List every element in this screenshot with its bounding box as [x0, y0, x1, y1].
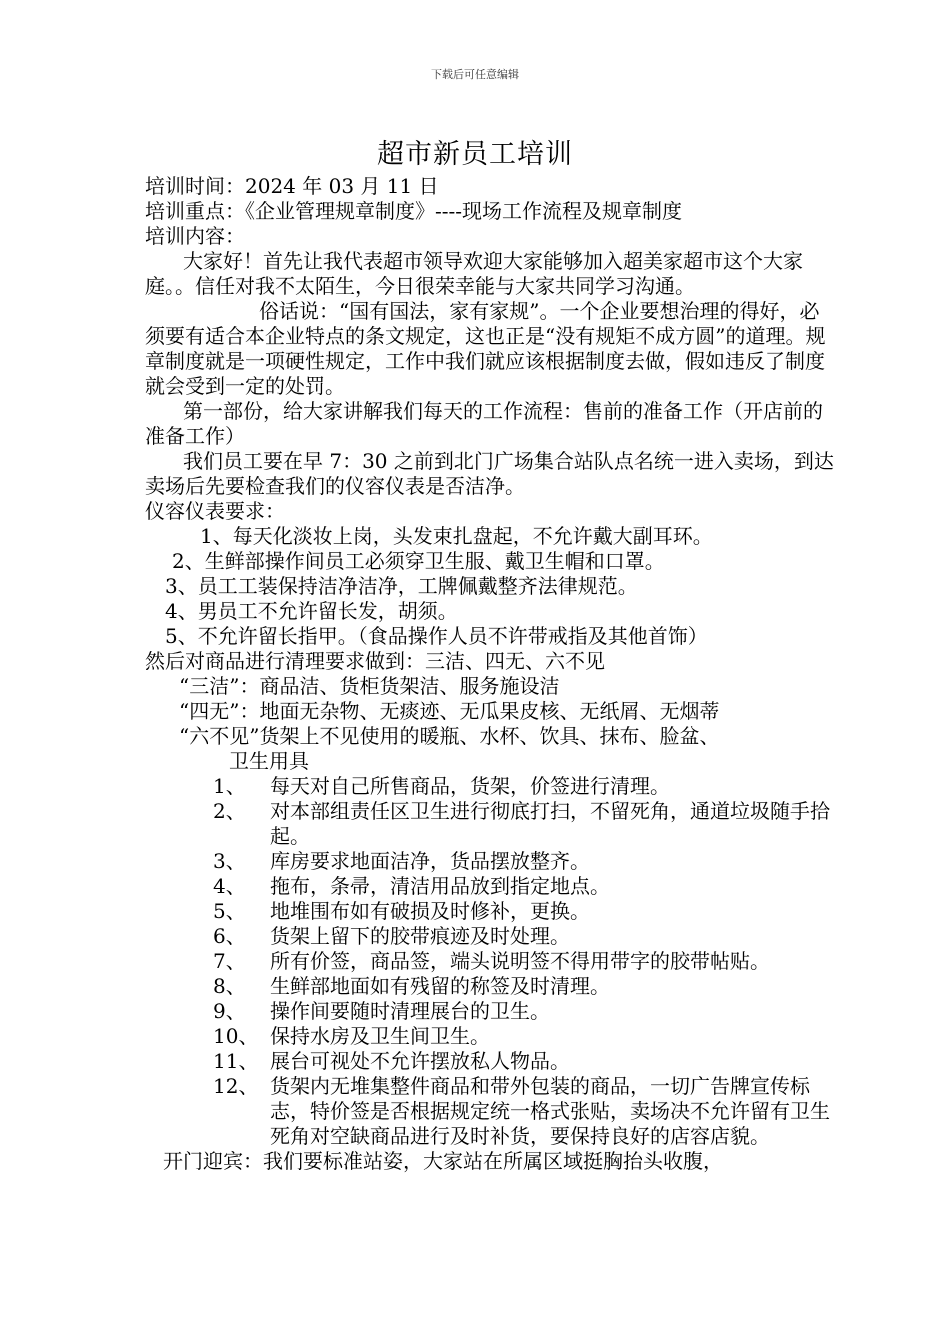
opening-paragraph: 开门迎宾：我们要标准站姿，大家站在所属区域挺胸抬头收腹， — [163, 1149, 723, 1173]
appearance-rule: 3、员工工装保持洁净洁净，工牌佩戴整齐法律规范。 — [165, 574, 638, 598]
page-title: 超市新员工培训 — [377, 139, 573, 170]
three-clean: “三洁”：商品洁、货柜货架洁、服务施设洁 — [179, 674, 560, 698]
product-intro: 然后对商品进行清理要求做到：三洁、四无、六不见 — [145, 649, 605, 673]
appearance-rule: 4、男员工不允许留长发，胡须。 — [165, 599, 458, 623]
cleaning-item — [145, 1049, 835, 1074]
proverb-text: 俗话说：“国有国法，家有家规”。一个企业要想治理的得好，必须要有适合本企业特点的条文规定，这也正是“没有规矩不成方圆”的道理。规章制度就是一项硬性规定，工作中我们就应该根据制度去做，假如违反了制度就会受到一定的处罚。 — [145, 299, 826, 398]
cleaning-item — [145, 924, 835, 949]
cleaning-item-number: 11、 — [213, 1049, 259, 1073]
welcome-text: 大家好！首先让我代表超市领导欢迎大家能够加入超美家超市这个大家庭。。信任对我不太陌生，今日很荣幸能与大家共同学习沟通。 — [145, 249, 803, 298]
cleaning-item-text: 生鲜部地面如有残留的称签及时清理。 — [270, 974, 610, 998]
cleaning-item-text: 保持水房及卫生间卫生。 — [270, 1024, 490, 1048]
cleaning-item-number: 4、 — [213, 874, 246, 898]
indent — [145, 399, 183, 423]
cleaning-item-text: 货架上留下的胶带痕迹及时处理。 — [270, 924, 570, 948]
cleaning-item — [145, 899, 835, 924]
indent — [145, 299, 259, 323]
appearance-rule: 5、不允许留长指甲。（食品操作人员不许带戒指及其他首饰） — [165, 624, 708, 648]
cleaning-item-number: 5、 — [213, 899, 246, 923]
cleaning-item-number: 2、 — [213, 799, 246, 823]
appearance-label: 仪容仪表要求： — [145, 499, 285, 523]
appearance-rule: 1、每天化淡妆上岗，头发束扎盘起，不允许戴大副耳环。 — [200, 524, 713, 548]
six-unseen: “六不见”货架上不见使用的暖瓶、水杯、饮具、抹布、脸盆、 — [179, 724, 720, 748]
arrival-text: 我们员工要在早 7：30 之前到北门广场集合站队点名统一进入卖场，到达卖场后先要检查我们的仪容仪表是否洁净。 — [145, 449, 834, 498]
arrival-paragraph — [145, 449, 835, 499]
cleaning-item — [145, 849, 835, 874]
cleaning-item — [145, 799, 835, 849]
indent — [145, 449, 183, 473]
appearance-rule: 2、生鲜部操作间员工必须穿卫生服、戴卫生帽和口罩。 — [172, 549, 665, 573]
proverb-paragraph — [145, 299, 835, 399]
cleaning-item-text: 地堆围布如有破损及时修补，更换。 — [270, 899, 590, 923]
cleaning-item-text: 所有价签，商品签，端头说明签不得用带字的胶带帖贴。 — [270, 949, 770, 973]
cleaning-item-text: 货架内无堆集整件商品和带外包装的商品，一切广告牌宣传标志，特价签是否根据规定统一格式张贴，卖场决不允许留有卫生死角对空缺商品进行及时补货，要保持良好的店容店貌。 — [270, 1074, 830, 1148]
cleaning-item-number: 7、 — [213, 949, 246, 973]
part-one-paragraph — [145, 399, 835, 449]
cleaning-item-number: 12、 — [213, 1074, 259, 1098]
cleaning-item-number: 10、 — [213, 1024, 259, 1048]
cleaning-item-text: 拖布，条帚，清洁用品放到指定地点。 — [270, 874, 610, 898]
indent — [145, 249, 183, 273]
cleaning-item-text: 操作间要随时清理展台的卫生。 — [270, 999, 550, 1023]
cleaning-item — [145, 949, 835, 974]
cleaning-item-number: 9、 — [213, 999, 246, 1023]
six-unseen-continued: 卫生用具 — [229, 749, 309, 773]
cleaning-item — [145, 874, 835, 899]
cleaning-item-number: 3、 — [213, 849, 246, 873]
cleaning-item-number: 8、 — [213, 974, 246, 998]
training-content-label: 培训内容： — [145, 224, 245, 248]
four-none: “四无”：地面无杂物、无痰迹、无瓜果皮核、无纸屑、无烟蒂 — [179, 699, 720, 723]
cleaning-item-number: 6、 — [213, 924, 246, 948]
cleaning-item — [145, 1024, 835, 1049]
cleaning-item-number: 1、 — [213, 774, 246, 798]
header-note: 下载后可任意编辑 — [431, 68, 519, 81]
cleaning-item — [145, 974, 835, 999]
training-focus: 培训重点：《企业管理规章制度》----现场工作流程及规章制度 — [145, 199, 683, 223]
cleaning-item-text: 对本部组责任区卫生进行彻底打扫，不留死角，通道垃圾随手拾起。 — [270, 799, 830, 848]
welcome-paragraph — [145, 249, 835, 299]
cleaning-item — [145, 774, 835, 799]
cleaning-item-text: 库房要求地面洁净，货品摆放整齐。 — [270, 849, 590, 873]
part-one-text: 第一部份，给大家讲解我们每天的工作流程：售前的准备工作（开店前的准备工作） — [145, 399, 823, 448]
cleaning-item — [145, 1074, 835, 1149]
training-time: 培训时间：2024 年 03 月 11 日 — [145, 174, 439, 198]
cleaning-item-text: 展台可视处不允许摆放私人物品。 — [270, 1049, 570, 1073]
cleaning-item-text: 每天对自己所售商品，货架，价签进行清理。 — [270, 774, 670, 798]
document-body — [145, 174, 835, 1174]
cleaning-item — [145, 999, 835, 1024]
